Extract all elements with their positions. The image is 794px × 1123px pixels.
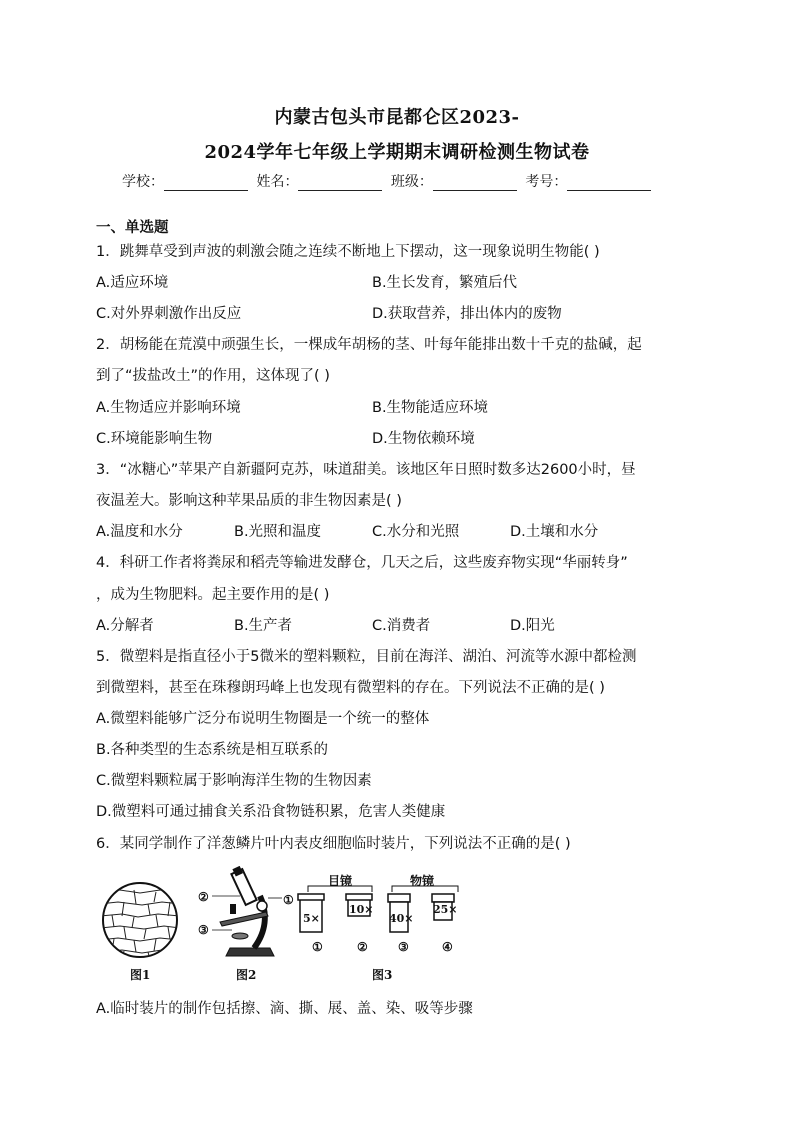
q4-option-b: B.生产者 xyxy=(234,618,293,634)
lens-mag-2: 10× xyxy=(349,903,374,916)
section-heading: 一、单选题 xyxy=(96,220,169,236)
onion-cells-figure xyxy=(100,880,180,960)
lens-number-3: ③ xyxy=(398,940,409,954)
q1-option-c: C.对外界刺激作出反应 xyxy=(96,306,242,322)
figure-1-caption: 图1 xyxy=(130,968,151,982)
question-2-text-line1: 2．胡杨能在荒漠中顽强生长，一棵成年胡杨的茎、叶每年能排出数十千克的盐碱，起 xyxy=(96,337,642,353)
exam-title-line2: 2024学年七年级上学期期末调研检测生物试卷 xyxy=(204,142,590,163)
question-4-text-line2: ，成为生物肥料。起主要作用的是( ) xyxy=(96,587,330,603)
question-3-text-line1: 3．“冰糖心”苹果产自新疆阿克苏，味道甜美。该地区年日照时数多达2600小时，昼 xyxy=(96,462,636,478)
q2-option-d: D.生物依赖环境 xyxy=(372,431,475,447)
school-blank[interactable] xyxy=(164,176,248,191)
lens-number-4: ④ xyxy=(442,940,453,954)
question-3-text-line2: 夜温差大。影响这种苹果品质的非生物因素是( ) xyxy=(96,493,402,509)
question-5-text-line2: 到微塑料，甚至在珠穆朗玛峰上也发现有微塑料的存在。下列说法不正确的是( ) xyxy=(96,680,605,696)
q2-option-c: C.环境能影响生物 xyxy=(96,431,213,447)
q5-option-c: C.微塑料颗粒属于影响海洋生物的生物因素 xyxy=(96,773,372,789)
name-blank[interactable] xyxy=(298,176,382,191)
q4-option-a: A.分解者 xyxy=(96,618,154,634)
name-label: 姓名： xyxy=(256,174,299,190)
q6-option-a: A.临时装片的制作包括擦、滴、撕、展、盖、染、吸等步骤 xyxy=(96,1001,473,1017)
lens-number-2: ② xyxy=(357,940,368,954)
student-info-row xyxy=(122,171,655,191)
lens-number-1: ① xyxy=(312,940,323,954)
objective-title: 物镜 xyxy=(410,874,435,888)
question-5-text-line1: 5．微塑料是指直径小于5微米的塑料颗粒，目前在海洋、湖泊、河流等水源中都检测 xyxy=(96,649,637,665)
lens-mag-1: 5× xyxy=(303,912,320,925)
q3-option-d: D.土壤和水分 xyxy=(510,524,599,540)
q5-option-b: B.各种类型的生态系统是相互联系的 xyxy=(96,742,329,758)
q4-option-c: C.消费者 xyxy=(372,618,431,634)
question-6-text: 6．某同学制作了洋葱鳞片叶内表皮细胞临时装片，下列说法不正确的是( ) xyxy=(96,836,571,852)
q3-option-c: C.水分和光照 xyxy=(372,524,460,540)
q3-option-b: B.光照和温度 xyxy=(234,524,322,540)
microscope-label-1: ① xyxy=(283,893,294,907)
exam-number-blank[interactable] xyxy=(567,176,651,191)
figure-2-caption: 图2 xyxy=(236,968,257,982)
lens-mag-3: 40× xyxy=(389,912,414,925)
microscope-label-3: ③ xyxy=(198,923,209,937)
lens-mag-4: 25× xyxy=(433,903,458,916)
question-4-text-line1: 4．科研工作者将粪尿和稻壳等输进发酵仓，几天之后，这些废弃物实现“华丽转身” xyxy=(96,555,628,571)
q1-option-d: D.获取营养，排出体内的废物 xyxy=(372,306,562,322)
class-blank[interactable] xyxy=(433,176,517,191)
q4-option-d: D.阳光 xyxy=(510,618,555,634)
q2-option-a: A.生物适应并影响环境 xyxy=(96,400,241,416)
q5-option-d: D.微塑料可通过捕食关系沿食物链积累，危害人类健康 xyxy=(96,804,446,820)
school-label: 学校： xyxy=(122,174,164,190)
q5-option-a: A.微塑料能够广泛分布说明生物圈是一个统一的整体 xyxy=(96,711,430,727)
q1-option-a: A.适应环境 xyxy=(96,275,169,291)
exam-number-label: 考号： xyxy=(525,174,568,190)
eyepiece-title: 目镜 xyxy=(328,874,353,888)
q1-option-b: B.生长发育，繁殖后代 xyxy=(372,275,518,291)
question-1-text: 1．跳舞草受到声波的刺激会随之连续不断地上下摆动，这一现象说明生物能( ) xyxy=(96,244,600,260)
microscope-figure xyxy=(196,866,300,966)
question-2-text-line2: 到了“拔盐改土”的作用，这体现了( ) xyxy=(96,368,330,384)
q3-option-a: A.温度和水分 xyxy=(96,524,183,540)
figure-3-caption: 图3 xyxy=(372,968,393,982)
microscope-label-2: ② xyxy=(198,890,209,904)
exam-title-line1: 内蒙古包头市昆都仑区2023- xyxy=(274,107,520,128)
class-label: 班级： xyxy=(390,174,433,190)
q2-option-b: B.生物能适应环境 xyxy=(372,400,489,416)
